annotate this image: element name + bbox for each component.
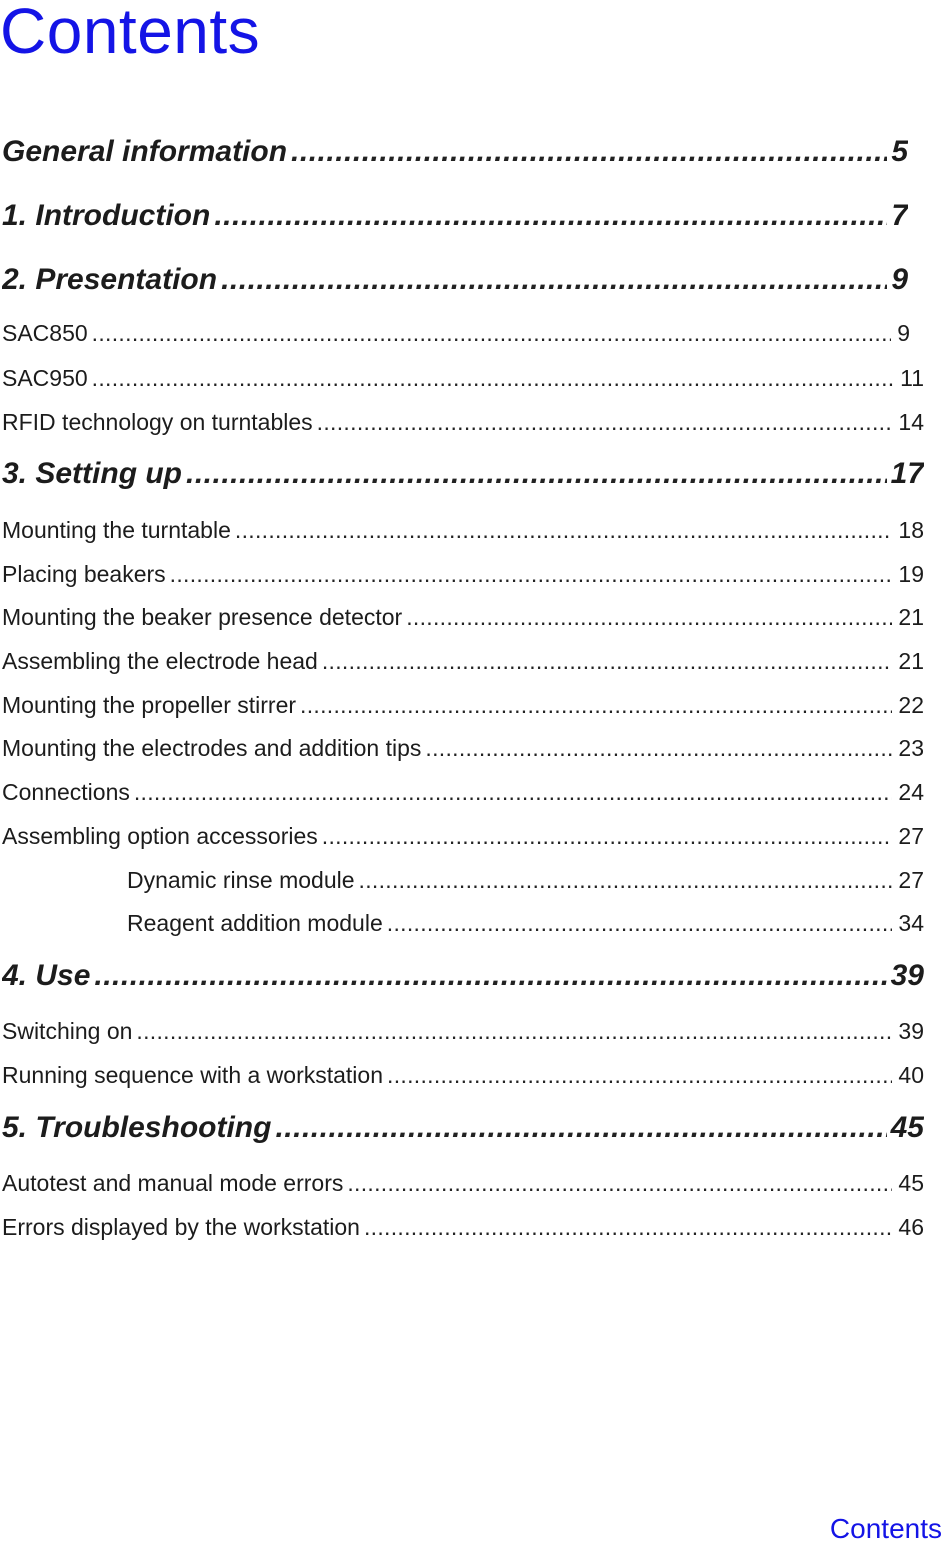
dot-leader — [186, 454, 887, 494]
toc-entry-label: Mounting the turntable — [2, 517, 231, 543]
toc-entry-label: Assembling option accessories — [2, 823, 318, 849]
dot-leader — [134, 776, 893, 808]
toc-entry-page: 21 — [898, 604, 924, 630]
toc-entry-page: 23 — [898, 735, 924, 761]
dot-leader — [406, 601, 892, 633]
toc-entry-label: Placing beakers — [2, 561, 166, 587]
toc-entry-label: 2. Presentation — [2, 263, 218, 296]
toc-entry-page: 27 — [898, 867, 924, 893]
toc-entry-label: 5. Troubleshooting — [2, 1111, 272, 1144]
dot-leader — [364, 1211, 892, 1243]
dot-leader — [92, 362, 894, 394]
toc-entry-label: Switching on — [2, 1018, 133, 1044]
toc-entry-placing-beakers[interactable] — [2, 558, 924, 590]
dot-leader — [275, 1108, 886, 1148]
toc-entry-page: 18 — [898, 517, 924, 543]
toc-entry-setting-up[interactable] — [2, 454, 924, 494]
toc-entry-propeller-stirrer[interactable] — [2, 689, 924, 721]
toc-entry-general-information[interactable] — [2, 132, 908, 172]
toc-entry-label: Autotest and manual mode errors — [2, 1170, 344, 1196]
toc-entry-troubleshooting[interactable] — [2, 1108, 924, 1148]
dot-leader — [322, 820, 893, 852]
toc-entry-page: 40 — [898, 1062, 924, 1088]
toc-entry-label: Reagent addition module — [127, 910, 383, 936]
toc-entry-page: 9 — [897, 320, 910, 346]
toc-entry-autotest-errors[interactable] — [2, 1167, 924, 1199]
dot-leader — [359, 864, 893, 896]
toc-entry-label: Mounting the electrodes and addition tips — [2, 735, 422, 761]
toc-entry-running-sequence[interactable] — [2, 1059, 924, 1091]
toc-entry-sac950[interactable] — [2, 362, 924, 394]
toc-entry-label: Mounting the beaker presence detector — [2, 604, 403, 630]
dot-leader — [322, 645, 893, 677]
toc-entry-page: 39 — [890, 959, 924, 992]
toc-entry-label: SAC850 — [2, 320, 88, 346]
toc-entry-reagent-addition-module[interactable] — [127, 907, 924, 939]
toc-entry-page: 46 — [898, 1214, 924, 1240]
dot-leader — [387, 1059, 892, 1091]
dot-leader — [317, 406, 893, 438]
toc-entry-page: 24 — [898, 779, 924, 805]
toc-entry-electrode-head[interactable] — [2, 645, 924, 677]
toc-entry-page: 14 — [898, 409, 924, 435]
toc-entry-workstation-errors[interactable] — [2, 1211, 924, 1243]
toc-entry-label: 1. Introduction — [2, 199, 211, 232]
dot-leader — [92, 317, 892, 349]
dot-leader — [94, 956, 886, 996]
toc-entry-label: Errors displayed by the workstation — [2, 1214, 360, 1240]
toc-entry-page: 27 — [898, 823, 924, 849]
toc-entry-connections[interactable] — [2, 776, 924, 808]
toc-entry-switching-on[interactable] — [2, 1015, 924, 1047]
dot-leader — [347, 1167, 892, 1199]
toc-entry-label: SAC950 — [2, 365, 88, 391]
toc-entry-label: General information — [2, 135, 288, 168]
dot-leader — [387, 907, 893, 939]
toc-entry-label: Connections — [2, 779, 130, 805]
toc-entry-electrodes-addition-tips[interactable] — [2, 732, 924, 764]
footer-section-label: Contents — [829, 1513, 942, 1544]
toc-entry-page: 17 — [890, 457, 924, 490]
dot-leader — [291, 132, 887, 172]
toc-entry-page: 45 — [898, 1170, 924, 1196]
toc-entry-page: 34 — [898, 910, 924, 936]
toc-entry-mounting-turntable[interactable] — [2, 514, 924, 546]
dot-leader — [214, 196, 887, 236]
dot-leader — [235, 514, 893, 546]
toc-entry-page: 11 — [900, 365, 924, 391]
toc-entry-use[interactable] — [2, 956, 924, 996]
toc-entry-rfid-technology[interactable] — [2, 406, 924, 438]
toc-entry-label: 3. Setting up — [2, 457, 182, 490]
toc-entry-label: Mounting the propeller stirrer — [2, 692, 297, 718]
dot-leader — [425, 732, 892, 764]
toc-entry-page: 19 — [898, 561, 924, 587]
toc-entry-dynamic-rinse-module[interactable] — [127, 864, 924, 896]
toc-entry-beaker-presence-detector[interactable] — [2, 601, 924, 633]
dot-leader — [221, 260, 887, 300]
toc-entry-label: 4. Use — [2, 959, 91, 992]
dot-leader — [300, 689, 892, 721]
toc-entry-sac850[interactable] — [2, 317, 910, 349]
toc-entry-label: Assembling the electrode head — [2, 648, 318, 674]
dot-leader — [136, 1015, 892, 1047]
toc-entry-page: 5 — [891, 135, 908, 168]
toc-entry-page: 9 — [891, 263, 908, 296]
toc-entry-presentation[interactable] — [2, 260, 908, 300]
toc-entry-page: 7 — [891, 199, 908, 232]
dot-leader — [170, 558, 893, 590]
toc-entry-page: 21 — [898, 648, 924, 674]
toc-entry-page: 39 — [898, 1018, 924, 1044]
page-title: Contents — [0, 0, 261, 67]
toc-entry-label: Running sequence with a workstation — [2, 1062, 384, 1088]
toc-entry-page: 22 — [898, 692, 924, 718]
toc-entry-label: RFID technology on turntables — [2, 409, 313, 435]
toc-entry-option-accessories[interactable] — [2, 820, 924, 852]
toc-entry-page: 45 — [890, 1111, 924, 1144]
toc-entry-introduction[interactable] — [2, 196, 908, 236]
toc-entry-label: Dynamic rinse module — [127, 867, 355, 893]
